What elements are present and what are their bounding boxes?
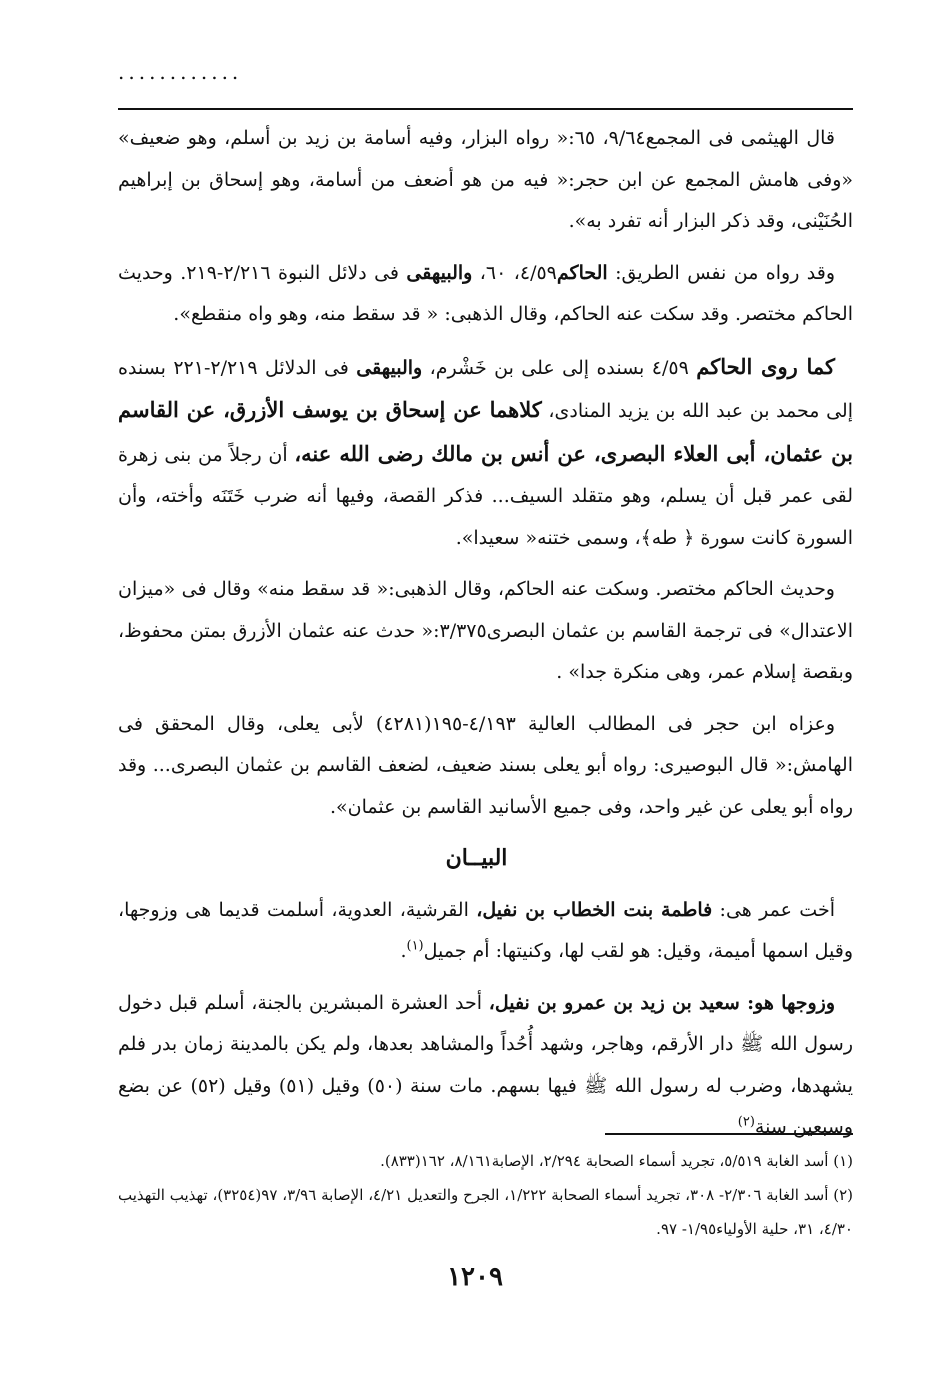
bold-run: وزوجها هو: سعيد بن زيد بن عمرو بن نفيل، bbox=[488, 991, 835, 1014]
text-run: أن رجلاً من بنى زهرة لقى عمر قبل أن يسلم، وهو متقلد السيف... فذكر القصة، وفيها أنه ضرب خَتَنَه وأخته، وأن السورة كانت سورة ﴿ طه﴾، وسمى ختنه« سعيدا». bbox=[118, 443, 853, 549]
paragraph-isnad bbox=[118, 346, 853, 560]
section-heading: البيــان bbox=[445, 845, 508, 871]
text-run: ٤/٥٩ بسنده إلى على بن خَشْرم، bbox=[422, 356, 697, 379]
footnote-item: (١) أسد الغابة ٥/٥١٩، تجريد أسماء الصحابة ٢/٢٩٤، الإصابة٨/١٦١، ١٦٢(٨٣٣). bbox=[380, 1152, 853, 1170]
footnote-ref[interactable]: (٢) bbox=[737, 1114, 755, 1130]
paragraph-husband bbox=[118, 983, 853, 1149]
text-run: وقد رواه من نفس الطريق: bbox=[607, 261, 836, 284]
text-run: فى دلائل النبوة ٢/٢١٦-٢١٩. وحديث الحاكم مختصر. وقد سكت عنه الحاكم، وقال الذهبى: « قد سقط منه، وهو واه منقطع». bbox=[118, 261, 853, 325]
paragraph-dhahabi bbox=[118, 569, 853, 694]
main-text bbox=[118, 118, 853, 1159]
paragraph-text: قال الهيثمى فى المجمع٩/٦٤، ٦٥:« رواه البزار، وفيه أسامة بن زيد بن أسلم، وهو ضعيف» «وفى هامش المجمع عن ابن حجر:« فيه من هو أضعف من أسامة، وهو إسحاق بن إبراهيم الحُنَيْنى، وقد ذكر البزار أنه تفرد به». bbox=[118, 127, 853, 232]
text-run: فى الدلائل ٢/٢١٩-٢٢١ بسنده إلى محمد بن عبد الله بن يزيد المنادى، bbox=[118, 356, 853, 422]
text-run: القرشية، العدوية، أسلمت قديما هى وزوجها، وقيل اسمها أميمة، وقيل: هو لقب لها، وكنيتها: أم جميل bbox=[118, 898, 853, 962]
footnotes bbox=[118, 1144, 853, 1246]
paragraph-haythami bbox=[118, 118, 853, 243]
paragraph-sister bbox=[118, 890, 853, 973]
footnote-ref[interactable]: (١) bbox=[406, 938, 424, 954]
paragraph-ibn-hajar bbox=[118, 704, 853, 829]
text-run: ٤/٥٩، ٦٠، bbox=[472, 261, 557, 284]
text-run: أحد العشرة المبشرين بالجنة، أسلم قبل دخول رسول الله ﷺ دار الأرقم، وهاجر، وشهد أُحُداً والمشاهد بعدها، ولم يكن بالمدينة زمان بدر فلم يشهدها، وضرب له رسول الله ﷺ فيها بسهم. مات سنة (٥٠) وقيل (٥١) وقيل (٥٢) عن بضع وسبعين سنة bbox=[118, 991, 854, 1138]
bold-run: والبيهقى bbox=[356, 356, 423, 379]
text-run: . bbox=[400, 940, 407, 962]
header-rule bbox=[118, 108, 853, 110]
text-run: أخت عمر هى: bbox=[712, 898, 835, 921]
footnote-item: (٢) أسد الغابة ٢/٣٠٦- ٣٠٨، تجريد أسماء الصحابة ١/٢٢٢، الجرح والتعديل ٤/٢١، الإصابة ٣/٩٦، ٩٧(٣٢٥٤)، تهذيب التهذيب ٤/٣٠، ٣١، حلية الأولياء١/٩٥- ٩٧. bbox=[118, 1186, 854, 1238]
footnote-rule bbox=[605, 1133, 853, 1135]
bold-run: كلاهما عن إسحاق بن يوسف الأزرق، عن القاسم بن عثمان، أبى العلاء البصرى، عن أنس بن مالك رضى الله عنه، bbox=[118, 397, 853, 466]
paragraph-hakim-bayhaqi bbox=[118, 253, 853, 336]
bold-run: كما روى الحاكم bbox=[696, 353, 835, 379]
paragraph-text: وعزاه ابن حجر فى المطالب العالية ٤/١٩٣-١٩٥(٤٢٨١) لأبى يعلى، وقال المحقق فى الهامش:« قال البوصيرى: رواه أبو يعلى بسند ضعيف، لضعف القاسم بن عثمان البصرى... وقد رواه أبو يعلى عن غير واحد، وفى جميع الأسانيد القاسم بن عثمان». bbox=[118, 712, 853, 818]
bold-run: الحاكم bbox=[556, 261, 608, 284]
header-dots: ............ bbox=[118, 60, 243, 84]
page-number: ١٢٠٩ bbox=[447, 1262, 503, 1292]
paragraph-text: وحديث الحاكم مختصر. وسكت عنه الحاكم، وقال الذهبى:« قد سقط منه» وقال فى «ميزان الاعتدال» فى ترجمة القاسم بن عثمان البصرى٣/٣٧٥:« حدث عنه عثمان الأزرق بمتن محفوظ، وبقصة إسلام عمر، وهى منكرة جدا» . bbox=[118, 578, 853, 683]
bold-run: والبيهقى bbox=[406, 261, 473, 284]
bold-run: فاطمة بنت الخطاب بن نفيل، bbox=[476, 898, 713, 921]
